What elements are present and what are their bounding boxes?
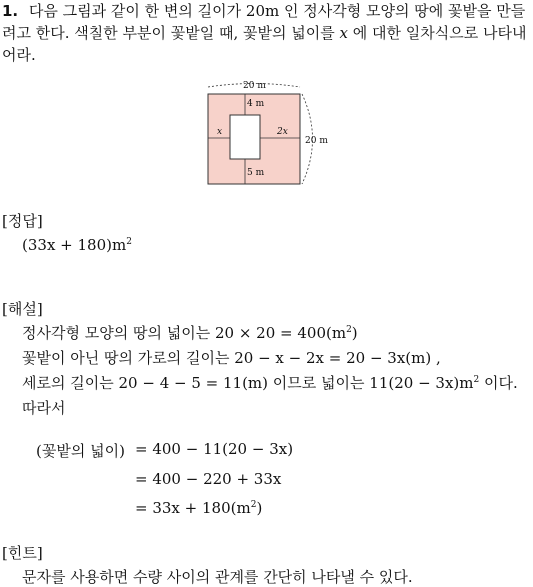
line3-tail: 이다. — [484, 374, 518, 392]
line3-expr: 20 − 4 − 5 = 11(m) — [118, 374, 269, 392]
label-2x: 2x — [277, 127, 288, 137]
garden-figure — [205, 80, 335, 190]
explanation-heading: [해설] — [2, 300, 43, 318]
eq3-tail: ) — [256, 499, 263, 517]
line3-text: 세로의 길이는 — [22, 374, 114, 392]
equation-step-2: = 400 − 220 + 33x — [135, 470, 282, 488]
equation-step-1: = 400 − 11(20 − 3x) — [135, 440, 294, 458]
line3-expr2: 11(20 − 3x)m — [369, 374, 474, 392]
eq3-exponent: 2 — [250, 500, 257, 510]
explanation-line-2 — [22, 347, 441, 368]
explanation-line-4: 따라서 — [22, 399, 66, 417]
question-number: 1. — [2, 2, 19, 20]
explanation-line-1 — [22, 322, 358, 343]
line2-expr: 20 − x − 2x = 20 − 3x(m) , — [234, 349, 441, 367]
line1-text: 정사각형 모양의 땅의 넓이는 — [22, 324, 211, 342]
line2-text: 꽃밭이 아닌 땅의 가로의 길이는 — [22, 349, 230, 367]
line1-exponent: 2 — [346, 325, 352, 335]
question-side-length: 20m — [245, 2, 280, 20]
question-part-2: 인 정사각형 모양의 땅에 꽃밭을 만들려고 한다. 색칠한 부분이 꽃밭일 때, 꽃밭의 넓이를 — [2, 2, 526, 42]
answer-expression — [22, 236, 132, 254]
line1-tail: ) — [351, 324, 358, 342]
question-part-1: 다음 그림과 같이 한 변의 길이가 — [28, 2, 242, 20]
label-5m: 5 m — [247, 168, 265, 178]
top-label: 20 m — [243, 81, 266, 91]
eq3-expr: = 33x + 180(m — [135, 499, 251, 517]
question-part-3: 에 대한 일차식으로 나타내어라. — [2, 24, 527, 64]
equation-step-3 — [135, 499, 262, 517]
hint-text: 문자를 사용하면 수량 사이의 관계를 간단히 나타낼 수 있다. — [22, 568, 413, 586]
answer-heading: [정답] — [2, 212, 43, 230]
line3-mid: 이므로 넓이는 — [272, 374, 365, 392]
answer-expr: (33x + 180)m — [22, 236, 127, 254]
line1-expr: 20 × 20 = 400(m — [214, 324, 347, 342]
line3-exponent: 2 — [473, 375, 480, 385]
question-variable: x — [339, 24, 348, 42]
non-garden-rect — [230, 115, 260, 159]
hint-heading: [힌트] — [2, 544, 43, 562]
question-text — [2, 0, 530, 66]
label-x: x — [217, 127, 223, 137]
explanation-line-3 — [22, 372, 518, 393]
right-label: 20 m — [305, 136, 328, 146]
answer-exponent: 2 — [126, 237, 132, 247]
label-4m: 4 m — [247, 99, 265, 109]
equation-lhs: (꽃밭의 넓이) — [36, 442, 125, 460]
